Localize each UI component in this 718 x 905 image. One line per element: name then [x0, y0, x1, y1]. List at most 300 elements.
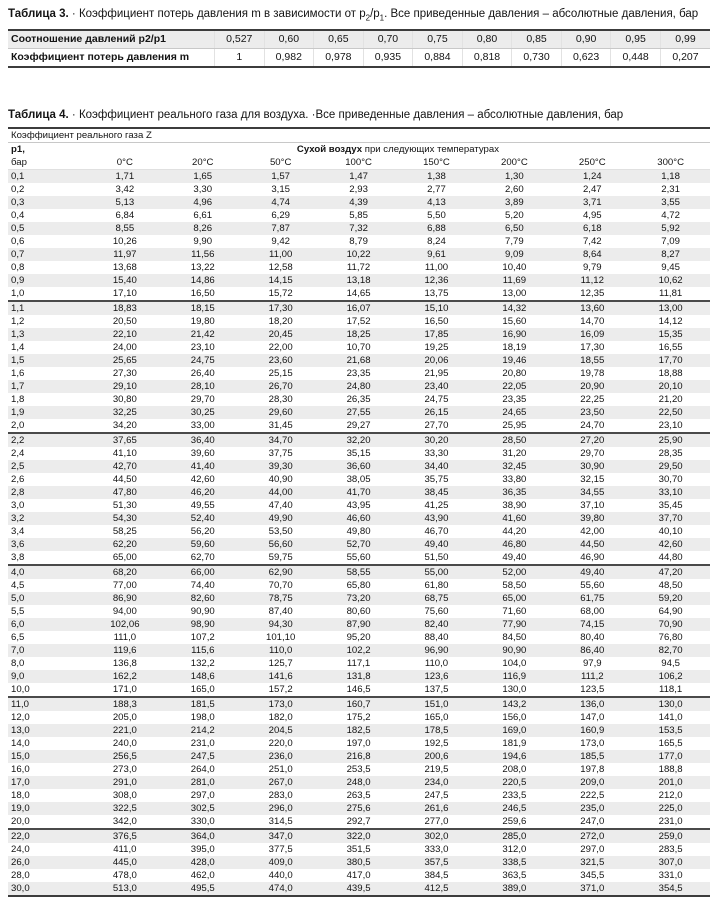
p1-value: 15,0 — [11, 750, 30, 762]
z-value-cell: 314,5 — [268, 815, 293, 827]
z-value-cell: 2,93 — [349, 183, 368, 195]
z-value-cell: 87,90 — [346, 618, 371, 630]
table3-row — [8, 30, 710, 49]
z-value-cell: 7,32 — [349, 222, 368, 234]
p1-value: 9,0 — [11, 670, 25, 682]
p1-value: 3,2 — [11, 512, 25, 524]
p1-unit-label: бар — [8, 156, 86, 170]
z-value-cell: 44,20 — [502, 525, 527, 537]
z-value-cell: 440,0 — [268, 869, 293, 881]
p1-value: 1,2 — [11, 315, 25, 327]
value-cell: 0,65 — [314, 30, 364, 49]
table3-body — [8, 30, 710, 67]
z-value-cell: 307,0 — [658, 856, 683, 868]
z-value-cell: 110,0 — [269, 644, 293, 656]
z-value-cell: 21,95 — [424, 367, 449, 379]
z-value-cell: 82,40 — [424, 618, 449, 630]
p1-value: 2,4 — [11, 447, 25, 459]
table4-row — [8, 328, 710, 341]
z-value-cell: 7,42 — [582, 235, 602, 247]
table4-row — [8, 802, 710, 815]
z-value-cell: 123,6 — [424, 670, 449, 682]
p1-value: 0,4 — [11, 209, 25, 221]
z-value-cell: 31,45 — [268, 419, 293, 431]
z-value-cell: 9,09 — [505, 248, 524, 260]
table4-row — [8, 776, 710, 789]
z-value-cell: 130,0 — [631, 697, 710, 711]
z-value-cell: 409,0 — [268, 856, 293, 868]
z-value-cell: 84,50 — [502, 631, 527, 643]
z-value-cell: 131,8 — [346, 670, 371, 682]
z-value-cell: 188,3 — [86, 697, 164, 711]
z-value-cell: 23,35 — [346, 367, 371, 379]
z-value-cell: 30,70 — [658, 473, 683, 485]
z-value-cell: 312,0 — [502, 843, 527, 855]
value-cell: 0,935 — [363, 48, 413, 67]
table4-row — [8, 287, 710, 301]
p1-value: 0,3 — [11, 196, 25, 208]
value-cell: 0,730 — [512, 48, 562, 67]
z-value-cell: 130,0 — [502, 683, 527, 695]
z-value-cell: 96,90 — [424, 644, 449, 656]
z-value-cell: 12,58 — [268, 261, 293, 273]
value-cell: 0,75 — [413, 30, 463, 49]
z-value-cell: 6,50 — [505, 222, 524, 234]
table4-row — [8, 525, 710, 538]
value-cell: 0,818 — [462, 48, 512, 67]
table4-row — [8, 737, 710, 750]
z-value-cell: 10,40 — [502, 261, 527, 273]
z-value-cell: 17,10 — [112, 287, 137, 299]
z-value-cell: 23,40 — [424, 380, 449, 392]
z-value-cell: 39,30 — [268, 460, 293, 472]
z-value-cell: 40,10 — [658, 525, 683, 537]
z-value-cell: 82,60 — [190, 592, 215, 604]
table3-title-sub2: 2 — [365, 13, 371, 23]
z-value-cell: 4,13 — [427, 196, 446, 208]
z-value-cell: 17,52 — [346, 315, 371, 327]
table4-row — [8, 551, 710, 565]
z-value-cell: 141,0 — [658, 711, 683, 723]
z-value-cell: 94,30 — [268, 618, 293, 630]
table4-row — [8, 592, 710, 605]
table4-row — [8, 750, 710, 763]
table3-title-text: · Коэффициент потерь давления m в зависимости от p — [68, 8, 366, 20]
table4-row — [8, 248, 710, 261]
z-value-cell: 36,60 — [346, 460, 371, 472]
value-cell: 0,978 — [314, 48, 364, 67]
z-value-cell: 302,0 — [398, 829, 476, 843]
z-value-cell: 56,20 — [190, 525, 215, 537]
z-value-cell: 62,20 — [112, 538, 137, 550]
z-value-cell: 153,5 — [658, 724, 683, 736]
z-value-cell: 308,0 — [112, 789, 137, 801]
z-value-cell: 29,50 — [658, 460, 683, 472]
dry-air-header-rest: при следующих температурах — [362, 143, 499, 155]
z-value-cell: 10,62 — [658, 274, 683, 286]
table4-row — [8, 815, 710, 829]
p1-value: 2,0 — [11, 419, 25, 431]
p1-value: 4,5 — [11, 579, 25, 591]
p1-value: 3,6 — [11, 538, 25, 550]
table4 — [8, 127, 710, 897]
z-value-cell: 6,29 — [271, 209, 291, 221]
z-value-cell: 23,10 — [190, 341, 215, 353]
z-value-cell: 77,00 — [112, 579, 137, 591]
z-value-cell: 90,90 — [190, 605, 215, 617]
p1-value: 1,8 — [11, 393, 25, 405]
row-label: Соотношение давлений p2/p1 — [8, 30, 215, 49]
p1-value: 2,6 — [11, 473, 25, 485]
z-value-cell: 439,5 — [346, 882, 371, 894]
z-value-cell: 39,80 — [580, 512, 605, 524]
table4-row — [8, 235, 710, 248]
z-value-cell: 10,70 — [346, 341, 371, 353]
z-value-cell: 74,15 — [580, 618, 605, 630]
z-value-cell: 101,10 — [266, 631, 296, 643]
z-value-cell: 264,0 — [190, 763, 215, 775]
table4-title-text: · Коэффициент реального газа для воздуха. ·Все приведенные давления – абсолютные давления, бар — [68, 108, 624, 121]
z-value-cell: 4,95 — [582, 209, 602, 221]
z-value-cell: 376,5 — [86, 829, 164, 843]
p1-value: 7,0 — [11, 644, 25, 656]
z-value-cell: 107,2 — [190, 631, 215, 643]
z-value-cell: 173,0 — [580, 737, 605, 749]
z-value-cell: 33,10 — [658, 486, 683, 498]
z-value-cell: 44,50 — [580, 538, 605, 550]
z-value-cell: 347,0 — [242, 829, 320, 843]
p1-value: 5,5 — [11, 605, 25, 617]
z-value-cell: 51,30 — [112, 499, 137, 511]
table4-row — [8, 631, 710, 644]
z-value-cell: 259,6 — [502, 815, 527, 827]
z-value-cell: 29,70 — [580, 447, 605, 459]
p1-value: 0,5 — [11, 222, 25, 234]
z-value-cell: 148,6 — [190, 670, 215, 682]
z-value-cell: 411,0 — [113, 843, 137, 855]
z-value-cell: 36,35 — [502, 486, 527, 498]
z-coefficient-header: Коэффициент реального газа Z — [8, 128, 710, 143]
z-value-cell: 82,70 — [658, 644, 683, 656]
value-cell: 0,70 — [363, 30, 413, 49]
p1-value: 19,0 — [11, 802, 30, 814]
z-value-cell: 23,60 — [268, 354, 293, 366]
z-value-cell: 47,40 — [268, 499, 293, 511]
z-value-cell: 41,60 — [502, 512, 527, 524]
table4-row — [8, 170, 710, 184]
z-value-cell: 283,0 — [268, 789, 293, 801]
z-value-cell: 357,5 — [424, 856, 449, 868]
z-value-cell: 248,0 — [346, 776, 371, 788]
z-value-cell: 182,0 — [268, 711, 293, 723]
z-value-cell: 321,5 — [580, 856, 605, 868]
z-value-cell: 10,26 — [112, 235, 137, 247]
z-value-cell: 20,90 — [580, 380, 605, 392]
z-value-cell: 1,18 — [661, 170, 680, 182]
table3-title-post: . Все приведенные давления – абсолютные давления, бар — [384, 8, 699, 20]
z-value-cell: 302,5 — [190, 802, 215, 814]
p1-value: 10,0 — [11, 683, 30, 695]
z-value-cell: 29,60 — [268, 406, 293, 418]
p1-value: 11,0 — [8, 697, 86, 711]
z-value-cell: 98,90 — [190, 618, 215, 630]
table4-row — [8, 433, 710, 447]
z-value-cell: 13,68 — [112, 261, 137, 273]
z-value-cell: 24,70 — [580, 419, 605, 431]
z-value-cell: 214,2 — [190, 724, 215, 736]
z-value-cell: 78,75 — [268, 592, 293, 604]
z-value-cell: 46,70 — [424, 525, 449, 537]
z-value-cell: 40,90 — [268, 473, 293, 485]
table4-row — [8, 789, 710, 802]
z-value-cell: 32,25 — [112, 406, 137, 418]
z-value-cell: 46,90 — [580, 551, 605, 563]
table4-row — [8, 579, 710, 592]
z-value-cell: 65,80 — [346, 579, 371, 591]
table4-row — [8, 670, 710, 683]
z-value-cell: 77,90 — [502, 618, 527, 630]
z-value-cell: 4,72 — [661, 209, 680, 221]
z-value-cell: 34,20 — [112, 419, 137, 431]
p1-value: 0,8 — [11, 261, 25, 273]
z-value-cell: 119,6 — [113, 644, 137, 656]
z-value-cell: 8,64 — [582, 248, 602, 260]
p1-value: 3,0 — [11, 499, 25, 511]
table4-row — [8, 380, 710, 393]
z-value-cell: 44,50 — [112, 473, 137, 485]
p1-value: 0,9 — [11, 274, 25, 286]
z-value-cell: 26,15 — [424, 406, 449, 418]
table4-p1-row — [8, 143, 710, 157]
z-value-cell: 66,00 — [164, 565, 242, 579]
p1-value: 2,8 — [11, 486, 25, 498]
z-value-cell: 28,10 — [190, 380, 215, 392]
z-value-cell: 44,00 — [268, 486, 293, 498]
z-value-cell: 23,50 — [580, 406, 605, 418]
z-value-cell: 20,80 — [502, 367, 527, 379]
table4-row — [8, 843, 710, 856]
z-value-cell: 75,60 — [424, 605, 449, 617]
z-value-cell: 55,60 — [580, 579, 605, 591]
table4-row — [8, 183, 710, 196]
z-value-cell: 80,60 — [346, 605, 371, 617]
z-value-cell: 15,72 — [268, 287, 293, 299]
z-value-cell: 15,35 — [658, 328, 683, 340]
z-value-cell: 34,40 — [424, 460, 449, 472]
z-value-cell: 1,38 — [427, 170, 446, 182]
temp-col-header-150c: 150°C — [398, 156, 476, 170]
table4-row — [8, 711, 710, 724]
z-value-cell: 2,47 — [582, 183, 602, 195]
z-value-cell: 143,2 — [475, 697, 553, 711]
z-value-cell: 247,5 — [190, 750, 215, 762]
z-value-cell: 18,83 — [86, 301, 164, 315]
z-value-cell: 212,0 — [658, 789, 683, 801]
z-value-cell: 261,6 — [424, 802, 449, 814]
z-value-cell: 19,78 — [580, 367, 605, 379]
value-cell: 0,90 — [561, 30, 611, 49]
z-value-cell: 27,70 — [424, 419, 449, 431]
table4-row — [8, 829, 710, 843]
z-value-cell: 14,86 — [190, 274, 215, 286]
z-value-cell: 204,5 — [268, 724, 293, 736]
z-value-cell: 141,6 — [268, 670, 293, 682]
z-value-cell: 256,5 — [112, 750, 137, 762]
z-value-cell: 49,90 — [268, 512, 293, 524]
z-value-cell: 21,68 — [346, 354, 371, 366]
table4-row — [8, 473, 710, 486]
z-value-cell: 41,70 — [346, 486, 371, 498]
table4-row — [8, 393, 710, 406]
temp-col-header-200c: 200°C — [475, 156, 553, 170]
z-value-cell: 5,50 — [427, 209, 446, 221]
z-value-cell: 37,65 — [86, 433, 164, 447]
z-value-cell: 253,5 — [346, 763, 371, 775]
z-value-cell: 11,00 — [424, 261, 449, 273]
z-value-cell: 14,32 — [475, 301, 553, 315]
z-value-cell: 19,25 — [424, 341, 449, 353]
p1-value: 4,0 — [8, 565, 86, 579]
z-value-cell: 19,46 — [502, 354, 527, 366]
table4-body — [8, 170, 710, 897]
z-value-cell: 47,80 — [112, 486, 137, 498]
p1-value: 3,4 — [11, 525, 25, 537]
z-value-cell: 297,0 — [190, 789, 215, 801]
z-value-cell: 46,80 — [502, 538, 527, 550]
table4-row — [8, 605, 710, 618]
z-value-cell: 46,60 — [346, 512, 371, 524]
z-value-cell: 181,5 — [164, 697, 242, 711]
z-value-cell: 165,0 — [424, 711, 449, 723]
z-value-cell: 275,6 — [346, 802, 371, 814]
z-value-cell: 11,12 — [580, 274, 604, 286]
z-value-cell: 41,25 — [424, 499, 449, 511]
p1-value: 0,7 — [11, 248, 25, 260]
z-value-cell: 219,5 — [424, 763, 449, 775]
value-cell: 0,95 — [611, 30, 661, 49]
z-value-cell: 8,79 — [349, 235, 368, 247]
z-value-cell: 42,60 — [190, 473, 215, 485]
z-value-cell: 17,85 — [424, 328, 449, 340]
z-value-cell: 49,40 — [502, 551, 527, 563]
p1-value: 14,0 — [11, 737, 30, 749]
z-value-cell: 4,74 — [271, 196, 291, 208]
z-value-cell: 165,0 — [190, 683, 215, 695]
z-value-cell: 43,90 — [424, 512, 449, 524]
z-value-cell: 4,39 — [349, 196, 368, 208]
z-value-cell: 38,90 — [502, 499, 527, 511]
z-value-cell: 205,0 — [112, 711, 137, 723]
z-value-cell: 259,0 — [631, 829, 710, 843]
z-value-cell: 35,45 — [658, 499, 683, 511]
value-cell: 0,99 — [660, 30, 710, 49]
z-value-cell: 220,5 — [502, 776, 527, 788]
value-cell: 0,60 — [264, 30, 314, 49]
z-value-cell: 188,8 — [658, 763, 683, 775]
z-value-cell: 2,77 — [427, 183, 446, 195]
z-value-cell: 59,75 — [268, 551, 293, 563]
z-value-cell: 16,09 — [580, 328, 605, 340]
z-value-cell: 21,42 — [190, 328, 215, 340]
z-value-cell: 80,40 — [580, 631, 605, 643]
z-value-cell: 31,20 — [502, 447, 527, 459]
z-value-cell: 49,80 — [346, 525, 371, 537]
z-value-cell: 61,80 — [424, 579, 449, 591]
z-value-cell: 32,20 — [320, 433, 398, 447]
table4-row — [8, 882, 710, 896]
z-value-cell: 462,0 — [190, 869, 215, 881]
p1-value: 26,0 — [11, 856, 30, 868]
table4-row — [8, 683, 710, 697]
temp-col-header-300c: 300°C — [631, 156, 710, 170]
z-value-cell: 3,89 — [505, 196, 524, 208]
z-value-cell: 14,65 — [346, 287, 371, 299]
z-value-cell: 8,24 — [427, 235, 446, 247]
z-value-cell: 6,84 — [115, 209, 135, 221]
z-value-cell: 18,25 — [346, 328, 371, 340]
z-value-cell: 49,40 — [424, 538, 449, 550]
z-value-cell: 11,72 — [346, 261, 371, 273]
z-value-cell: 4,96 — [193, 196, 213, 208]
z-value-cell: 18,20 — [268, 315, 293, 327]
p1-value: 1,7 — [11, 380, 25, 392]
temp-col-header-20c: 20°C — [164, 156, 242, 170]
z-value-cell: 1,47 — [349, 170, 368, 182]
z-value-cell: 13,22 — [190, 261, 215, 273]
temp-col-header-50c: 50°C — [242, 156, 320, 170]
z-value-cell: 16,50 — [424, 315, 449, 327]
z-value-cell: 29,10 — [112, 380, 137, 392]
z-value-cell: 23,35 — [502, 393, 527, 405]
table4-row — [8, 274, 710, 287]
z-value-cell: 178,5 — [424, 724, 449, 736]
p1-value: 2,5 — [11, 460, 25, 472]
z-value-cell: 5,92 — [661, 222, 680, 234]
z-value-cell: 267,0 — [268, 776, 293, 788]
z-value-cell: 58,55 — [320, 565, 398, 579]
z-value-cell: 322,0 — [320, 829, 398, 843]
z-value-cell: 333,0 — [424, 843, 449, 855]
z-value-cell: 6,61 — [193, 209, 213, 221]
z-value-cell: 38,05 — [346, 473, 371, 485]
z-value-cell: 12,36 — [424, 274, 449, 286]
z-value-cell: 49,40 — [553, 565, 631, 579]
table4-row — [8, 261, 710, 274]
table4-row — [8, 447, 710, 460]
z-value-cell: 20,50 — [112, 315, 137, 327]
table4-row — [8, 856, 710, 869]
z-value-cell: 165,5 — [658, 737, 683, 749]
table4-header — [8, 128, 710, 170]
z-value-cell: 11,97 — [113, 248, 137, 260]
z-value-cell: 24,75 — [190, 354, 215, 366]
z-value-cell: 185,5 — [580, 750, 605, 762]
table4-row — [8, 419, 710, 433]
z-value-cell: 88,40 — [424, 631, 449, 643]
p1-value: 24,0 — [11, 843, 30, 855]
z-value-cell: 156,0 — [502, 711, 527, 723]
z-value-cell: 17,70 — [658, 354, 683, 366]
z-value-cell: 7,09 — [661, 235, 680, 247]
temp-col-header-250c: 250°C — [553, 156, 631, 170]
z-value-cell: 116,9 — [502, 670, 527, 682]
z-value-cell: 3,42 — [115, 183, 135, 195]
z-value-cell: 8,26 — [193, 222, 213, 234]
p1-value: 13,0 — [11, 724, 30, 736]
p1-value: 28,0 — [11, 869, 30, 881]
z-value-cell: 22,50 — [658, 406, 683, 418]
z-value-cell: 54,30 — [112, 512, 137, 524]
